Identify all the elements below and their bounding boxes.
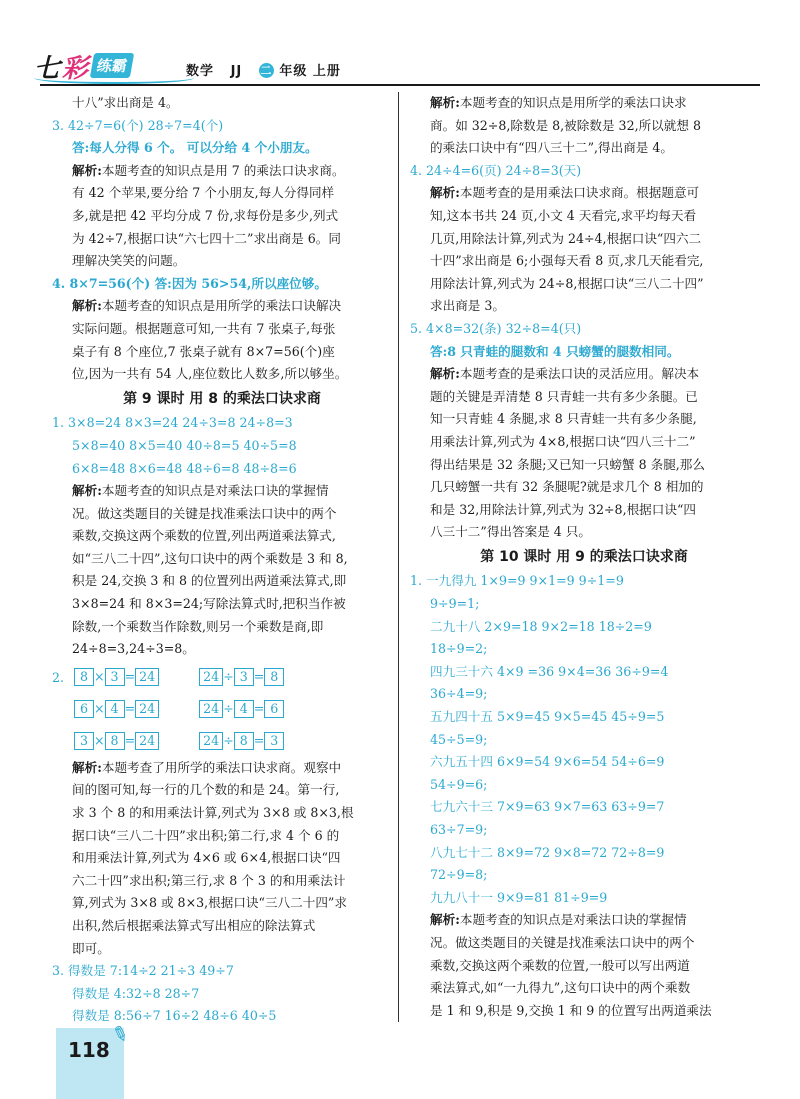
box-value: 4 [234, 700, 254, 718]
answer-line: 4. 24÷4=6(页) 24÷8=3(天) [410, 162, 582, 178]
box-equations [52, 661, 392, 757]
logo-lianba: 练霸 [90, 53, 134, 78]
text-line: 十八”求出商是 4。 [72, 95, 179, 110]
text-line: 24÷8=3,24÷3=8。 [72, 641, 195, 657]
text-line: 如“三八二十四”,这句口诀中的两个乘数是 3 和 8, [72, 550, 348, 566]
text-line: 六二十四”求出积;第三行,求 8 个 3 的和用乘法计 [72, 872, 346, 888]
analysis-line: 解析:本题考查的知识点是对乘法口诀的掌握情 [430, 912, 687, 928]
text-line: 间的图可知,每一行的几个数的和是 24。第一行, [72, 782, 340, 798]
edition: JJ [230, 64, 243, 79]
answer-line: 答:8 只青蛙的腿数和 4 只螃蟹的腿数相同。 [430, 343, 680, 359]
text-line: 况。做这类题目的关键是找准乘法口诀中的两个 [72, 505, 337, 521]
box-value: 8 [74, 668, 94, 686]
operator: = [124, 732, 136, 748]
answer-line: 5. 4×8=32(条) 32÷8=4(只) [410, 320, 582, 336]
lesson-title: 第 9 课时 用 8 的乘法口诀求商 [123, 390, 321, 407]
text-line: 几只螃蟹一共有 32 条腿呢?就是求几个 8 相加的 [430, 479, 704, 495]
answer-line: 九九八十一 9×9=81 81÷9=9 [430, 889, 608, 905]
text-line: 和用乘法计算,列式为 4×6 或 6×4,根据口诀“四 [72, 850, 341, 866]
answer-line: 9÷9=1; [430, 596, 480, 612]
text-line: 理解决笑笑的问题。 [72, 253, 186, 269]
text-line: 据口诀“三八二十四”求出积;第二行,求 4 个 6 的 [72, 827, 340, 843]
text-line: 十四”求出商是 6;小强每天看 8 页,求几天能看完, [430, 253, 704, 269]
answer-line: 18÷9=2; [430, 641, 488, 657]
text-line: 乘数,交换这两个乘数的位置,列出两道乘法算式, [72, 528, 336, 544]
text-line: 几页,用除法计算,列式为 24÷4,根据口诀“四六二 [430, 230, 702, 246]
page-number: 118 [68, 1038, 110, 1062]
answer-line: 二九十八 2×9=18 9×2=18 18÷2=9 [430, 618, 652, 634]
box-value: 6 [74, 700, 94, 718]
answer-line: 5×8=40 8×5=40 40÷8=5 40÷5=8 [72, 437, 297, 453]
answer-line: 七九六十三 7×9=63 9×7=63 63÷9=7 [430, 799, 665, 815]
text-line: 八三十二”得出答案是 4 只。 [430, 524, 591, 540]
analysis-line: 解析:本题考查的知识点是用 7 的乘法口诀求商。 [72, 162, 345, 178]
text-line: 况。做这类题目的关键是找准乘法口诀中的两个 [430, 934, 695, 950]
analysis-line: 解析:本题考查的是乘法口诀的灵活应用。解决本 [430, 366, 700, 382]
box-value: 8 [234, 732, 254, 750]
logo-cai: 彩 [62, 54, 89, 84]
analysis-line: 解析:本题考查的知识点是用所学的乘法口诀解决 [72, 298, 342, 314]
box-value: 3 [74, 732, 94, 750]
logo-qi: 七 [34, 54, 61, 84]
text-line: 题的关键是弄清楚 8 只青蛙一共有多少条腿。已 [430, 388, 698, 404]
answer-line: 得数是 8:56÷7 16÷2 48÷6 40÷5 [72, 1008, 277, 1024]
box-value: 8 [264, 668, 284, 686]
answer-line: 1. 一九得九 1×9=9 9×1=9 9÷1=9 [410, 573, 624, 589]
operator: × [94, 668, 105, 684]
text-line: 求出商是 3。 [430, 298, 505, 314]
text-line: 求 3 个 8 的和用乘法计算,列式为 3×8 或 8×3,根 [72, 805, 354, 821]
box-value: 3 [234, 668, 254, 686]
answer-line: 3. 得数是 7:14÷2 21÷3 49÷7 [52, 963, 234, 979]
text-line: 多,就是把 42 平均分成 7 份,求每份是多少,列式 [72, 207, 339, 223]
answer-line: 答:每人分得 6 个。 可以分给 4 个小朋友。 [72, 140, 318, 156]
text-line: 桌子有 8 个座位,7 张桌子就有 8×7=56(个)座 [72, 343, 335, 359]
page-header [0, 0, 800, 90]
box-value: 6 [264, 700, 284, 718]
text-line: 有 42 个苹果,要分给 7 个小朋友,每人分得同样 [72, 185, 335, 201]
text-line: 为 42÷7,根据口诀“六七四十二”求出商是 6。同 [72, 230, 341, 246]
box-equation-row [52, 661, 392, 693]
grade-label: 年级 上册 [279, 64, 341, 79]
box-value: 24 [135, 700, 159, 718]
operator: ÷ [223, 732, 234, 748]
box-value: 3 [105, 668, 125, 686]
box-equation-row [52, 725, 392, 757]
box-value: 24 [199, 700, 223, 718]
answer-line: 八九七十二 8×9=72 9×8=72 72÷8=9 [430, 844, 665, 860]
pencil-icon: ✎ [108, 1019, 133, 1049]
text-line: 知,这本书共 24 页,小文 4 天看完,求平均每天看 [430, 207, 697, 223]
operator: = [124, 668, 136, 684]
operator: × [94, 700, 105, 716]
answer-line: 四九三十六 4×9 =36 9×4=36 36÷9=4 [430, 663, 669, 679]
analysis-line: 解析:本题考查的是用乘法口诀求商。根据题意可 [430, 185, 700, 201]
answer-line: 六九五十四 6×9=54 9×6=54 54÷6=9 [430, 754, 665, 770]
text-line: 出积,然后根据乘法算式写出相应的除法算式 [72, 918, 316, 933]
text-line: 商。如 32÷8,除数是 8,被除数是 32,所以就想 8 [430, 117, 701, 133]
box-value: 8 [105, 732, 125, 750]
box-value: 4 [105, 700, 125, 718]
analysis-line: 解析:本题考查了用所学的乘法口诀求商。观察中 [72, 759, 342, 775]
text-line: 积是 24,交换 3 和 8 的位置列出两道乘法算式,即 [72, 573, 347, 589]
text-line: 用乘法计算,列式为 4×8,根据口诀“四八三十二” [430, 433, 696, 449]
text-line: 是 1 和 9,积是 9,交换 1 和 9 的位置写出两道乘法 [430, 1002, 712, 1018]
text-line: 算,列式为 3×8 或 8×3,根据口诀“三八二十四”求 [72, 895, 347, 911]
left-column [52, 92, 392, 1028]
answer-line: 72÷9=8; [430, 867, 488, 883]
book-info [186, 60, 341, 79]
box-value: 24 [199, 668, 223, 686]
header-rule [40, 84, 760, 86]
text-line: 乘数,交换这两个乘数的位置,一般可以写出两道 [430, 957, 690, 973]
answer-line: 3. 42÷7=6(个) 28÷7=4(个) [52, 117, 224, 133]
operator: = [253, 732, 265, 748]
lesson-title: 第 10 课时 用 9 的乘法口诀求商 [480, 548, 688, 565]
answer-line: 得数是 4:32÷8 28÷7 [72, 985, 200, 1001]
answer-line: 五九四十五 5×9=45 9×5=45 45÷9=5 [430, 709, 665, 725]
text-line: 3×8=24 和 8×3=24;写除法算式时,把积当作被 [72, 596, 346, 612]
operator: = [124, 700, 136, 716]
text-line: 乘法算式,如“一九得九”,这句口诀中的两个乘数 [430, 980, 691, 996]
analysis-line: 解析:本题考查的知识点是用所学的乘法口诀求 [430, 95, 687, 110]
operator: = [253, 668, 265, 684]
answer-line: 63÷7=9; [430, 822, 488, 837]
answer-line: 36÷4=9; [430, 686, 488, 702]
text-line: 得出结果是 32 条腿;又已知一只螃蟹 8 条腿,那么 [430, 456, 705, 472]
answer-line: 1. 3×8=24 8×3=24 24÷3=8 24÷8=3 [52, 415, 293, 431]
answer-line: 4. 8×7=56(个) 答:因为 56>54,所以座位够。 [52, 275, 327, 291]
answer-line: 45÷5=9; [430, 731, 488, 747]
text-line: 的乘法口诀中有“四八三十二”,得出商是 4。 [430, 140, 673, 156]
grade-number: 二 [260, 64, 273, 77]
analysis-line: 解析:本题考查的知识点是对乘法口诀的掌握情 [72, 483, 329, 499]
box-value: 3 [264, 732, 284, 750]
header-swoosh [34, 72, 194, 84]
column-divider [398, 92, 399, 1022]
text-line: 位,因为一共有 54 人,座位数比人数多,所以够坐。 [72, 366, 348, 382]
box-value: 24 [199, 732, 223, 750]
operator: × [94, 732, 105, 748]
operator: = [253, 700, 265, 716]
text-line: 知一只青蛙 4 条腿,求 8 只青蛙一共有多少条腿, [430, 411, 697, 427]
operator: ÷ [223, 700, 234, 716]
right-column [410, 92, 758, 1022]
text-line: 实际问题。根据题意可知,一共有 7 张桌子,每张 [72, 320, 336, 336]
text-line: 用除法计算,列式为 24÷8,根据口诀“三八二十四” [430, 275, 704, 291]
question-number: 2. [52, 669, 65, 685]
box-value: 24 [135, 668, 159, 686]
text-line: 除数,一个乘数当作除数,则另一个乘数是商,即 [72, 618, 324, 634]
text-line: 和是 32,用除法计算,列式为 32÷8,根据口诀“四 [430, 501, 696, 517]
box-equation-row [52, 693, 392, 725]
operator: ÷ [223, 668, 234, 684]
box-value: 24 [135, 732, 159, 750]
answer-line: 6×8=48 8×6=48 48÷6=8 48÷8=6 [72, 460, 297, 476]
answer-line: 54÷9=6; [430, 776, 488, 792]
text-line: 即可。 [72, 940, 110, 956]
subject: 数学 [186, 64, 215, 79]
